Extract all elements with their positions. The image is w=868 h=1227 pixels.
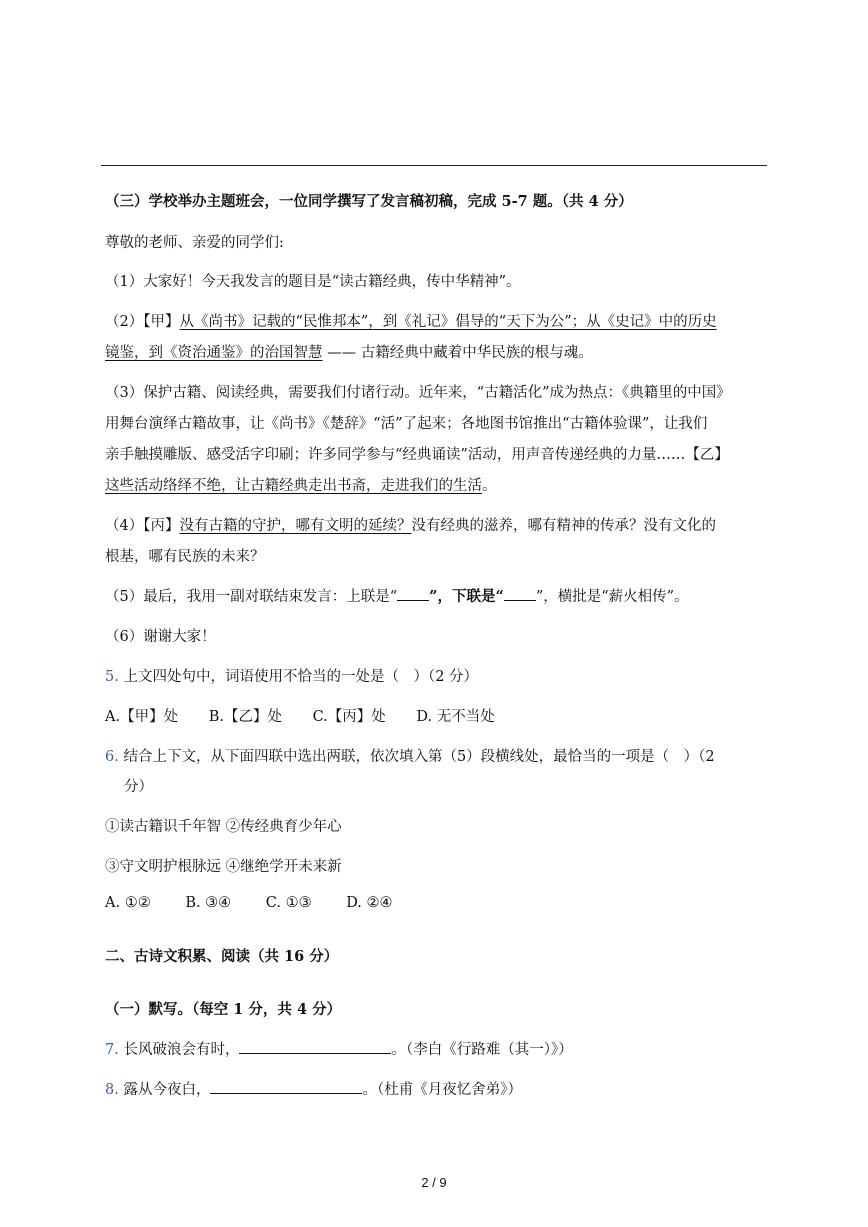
question-5 [105, 665, 478, 686]
couplets-line-1: ①读古籍识千年智 ②传经典育少年心 [105, 819, 342, 835]
underlined-sentence-bing: 没有古籍的守护，哪有文明的延续？ [179, 518, 412, 534]
option-b[interactable]: B. ③④ [185, 895, 232, 911]
part2-sub-heading: （一）默写。（每空 1 分，共 4 分） [105, 1001, 342, 1018]
underlined-sentence-jia-cont: 镜鉴，到《资治通鉴》的治国智慧 [105, 345, 323, 361]
greeting: 尊敬的老师、亲爱的同学们: [105, 235, 284, 251]
paragraph-1: （1）大家好！今天我发言的题目是“读古籍经典，传中华精神”。 [105, 274, 521, 290]
question-text: 上文四处句中，词语使用不恰当的一处是（ ）（2 分） [123, 669, 479, 685]
question-number: 5. [105, 669, 119, 685]
question-text: 结合上下文，从下面四联中选出两联，依次填入第（5）段横线处，最恰当的一项是（ ）（2 [123, 749, 715, 765]
marker-bing: （4）【丙】 [105, 518, 180, 534]
paragraph-2-line-2 [105, 341, 593, 362]
paragraph-3-line-2: 用舞台演绎古籍故事，让《尚书》《楚辞》“活”了起来；各地图书馆推出“古籍体验课”，让我们 [105, 416, 708, 432]
question-6-options [105, 895, 393, 911]
section3-heading: （三）学校举办主题班会，一位同学撰写了发言稿初稿，完成 5-7 题。（共 4 分） [105, 193, 633, 210]
paragraph-2-line-1 [105, 310, 717, 331]
question-number: 6. [105, 749, 119, 765]
paragraph-4-line-1 [105, 514, 716, 535]
period: 。 [482, 478, 497, 494]
underlined-sentence-yi: 这些活动络绎不绝，让古籍经典走出书斋，走进我们的生活 [105, 478, 482, 494]
option-d[interactable]: D. 无不当处 [416, 709, 495, 725]
option-a[interactable]: A.【甲】处 [105, 709, 179, 725]
question-suffix: 。（李白《行路难（其一）》） [391, 1042, 573, 1058]
couplet-lower-blank[interactable] [504, 586, 536, 601]
question-7 [105, 1038, 573, 1059]
question-number: 7. [105, 1042, 119, 1058]
header-divider [101, 165, 767, 166]
underlined-sentence-jia: 从《尚书》记载的“民惟邦本”，到《礼记》倡导的“天下为公”；从《史记》中的历史 [179, 314, 717, 330]
paragraph-5 [105, 585, 689, 606]
question-prefix: 长风破浪会有时， [123, 1042, 240, 1058]
paragraph-3-line-4 [105, 474, 497, 495]
marker-jia: （2）【甲】 [105, 314, 180, 330]
p5-text-b: ”，下联是“ [429, 588, 504, 605]
question-6-line-2: 分） [124, 779, 153, 795]
question-6-line-1 [105, 745, 715, 766]
page-number: 2 / 9 [421, 1175, 447, 1190]
couplet-upper-blank[interactable] [397, 586, 429, 601]
option-c[interactable]: C. ①③ [265, 895, 312, 911]
option-a[interactable]: A. ①② [105, 895, 151, 911]
option-b[interactable]: B.【乙】处 [208, 709, 282, 725]
p5-text-c: ”，横批是“薪火相传”。 [535, 589, 689, 605]
paragraph-4-line-2: 根基，哪有民族的未来？ [105, 549, 265, 565]
paragraph-2-rest: —— 古籍经典中藏着中华民族的根与魂。 [322, 345, 593, 361]
paragraph-4-rest: 没有经典的滋养，哪有精神的传承？没有文化的 [411, 518, 716, 534]
part2-heading: 二、古诗文积累、阅读（共 16 分） [105, 948, 339, 965]
p5-text-a: （5）最后，我用一副对联结束发言：上联是“ [105, 589, 398, 605]
question-8 [105, 1078, 522, 1099]
question-number: 8. [105, 1082, 119, 1098]
couplets-line-2: ③守文明护根脉远 ④继绝学开未来新 [105, 859, 342, 875]
answer-blank[interactable] [239, 1039, 391, 1054]
paragraph-3-line-3: 亲手触摸雕版、感受活字印刷；许多同学参与“经典诵读”活动，用声音传递经典的力量……【乙】 [105, 447, 729, 463]
option-c[interactable]: C.【丙】处 [312, 709, 386, 725]
paragraph-3-line-1: （3）保护古籍、阅读经典，需要我们付诸行动。近年来，“古籍活化”成为热点：《典籍里的中国》 [105, 385, 731, 401]
question-5-options [105, 705, 495, 726]
question-suffix: 。（杜甫《月夜忆舍弟》） [362, 1082, 522, 1098]
paragraph-6: （6）谢谢大家！ [105, 629, 216, 645]
option-d[interactable]: D. ②④ [346, 895, 393, 911]
answer-blank[interactable] [210, 1079, 362, 1094]
question-prefix: 露从今夜白， [123, 1082, 211, 1098]
